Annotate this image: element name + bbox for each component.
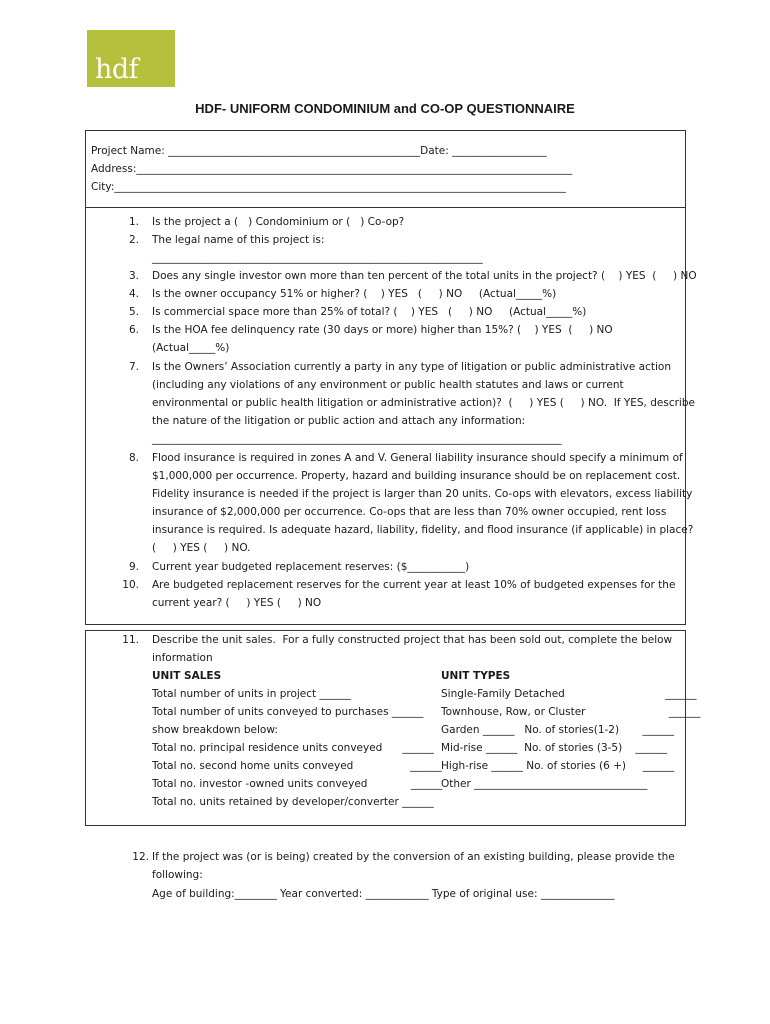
q12-text-line-1: If the project was (or is being) created by the conversion of an existing building, please provide the <box>152 851 675 863</box>
city-line[interactable]: City:______________________________________________________________________________________ <box>91 181 566 193</box>
q7-text-line-4: the nature of the litigation or public action and attach any information: <box>152 415 526 427</box>
unit-types-heading: UNIT TYPES <box>441 670 511 682</box>
unit-sales-heading: UNIT SALES <box>152 670 222 682</box>
q8-text-line-2: $1,000,000 per occurrence. Property, hazard and building insurance should be on replacement cost. <box>152 470 681 482</box>
q8-text-line-6: ( ) YES ( ) NO. <box>152 542 251 554</box>
q10-number: 10. <box>122 579 139 591</box>
q6-text-line-2: (Actual_____%) <box>152 342 230 354</box>
unit-types-row[interactable]: Other _________________________________ <box>441 778 648 790</box>
q5-text: Is commercial space more than 25% of total? ( ) YES ( ) NO (Actual_____%) <box>152 306 587 318</box>
unit-sales-row: show breakdown below: <box>152 724 278 736</box>
q6-number: 6. <box>128 324 139 336</box>
unit-sales-row[interactable]: Total no. investor -owned units conveyed ______ <box>152 778 443 790</box>
q3-number: 3. <box>128 270 139 282</box>
hdf-logo <box>87 30 175 87</box>
unit-sales-row[interactable]: Total no. second home units conveyed ______ <box>152 760 442 772</box>
project-name-date-line[interactable]: Project Name: ________________________________________________Date: __________________ <box>91 145 547 157</box>
q10-text-line-1: Are budgeted replacement reserves for the current year at least 10% of budgeted expenses for the <box>152 579 676 591</box>
q2-number: 2. <box>128 234 139 246</box>
q11-text-line-2: information <box>152 652 213 664</box>
q12-text-line-2: following: <box>152 869 203 881</box>
unit-types-row[interactable]: Mid-rise ______ No. of stories (3-5) ______ <box>441 742 668 754</box>
q8-text-line-5: insurance is required. Is adequate hazard, liability, fidelity, and flood insurance (if applicable) in place? <box>152 524 694 536</box>
address-line[interactable]: Address:___________________________________________________________________________________ <box>91 163 573 175</box>
q5-number: 5. <box>128 306 139 318</box>
q11-number: 11. <box>122 634 139 646</box>
q10-text-line-2: current year? ( ) YES ( ) NO <box>152 597 322 609</box>
q2-answer-line[interactable]: _______________________________________________________________ <box>152 252 483 264</box>
q4-text: Is the owner occupancy 51% or higher? ( ) YES ( ) NO (Actual_____%) <box>152 288 557 300</box>
unit-types-row[interactable]: Single-Family Detached ______ <box>441 688 697 700</box>
q9-number: 9. <box>128 561 139 573</box>
q2-text: The legal name of this project is: <box>152 234 325 246</box>
unit-sales-row[interactable]: Total no. units retained by developer/converter ______ <box>152 796 434 808</box>
q8-number: 8. <box>128 452 139 464</box>
q8-text-line-4: insurance of $2,000,000 per occurrence. Co-ops that are less than 70% owner occupied, rent loss <box>152 506 667 518</box>
q7-text-line-3: environmental or public health litigation or administrative action)? ( ) YES ( ) NO. If YES, describe <box>152 397 695 409</box>
unit-types-row[interactable]: Townhouse, Row, or Cluster ______ <box>441 706 701 718</box>
q8-text-line-1: Flood insurance is required in zones A and V. General liability insurance should specify a minimum of <box>152 452 683 464</box>
q1-number: 1. <box>128 216 139 228</box>
unit-sales-row[interactable]: Total no. principal residence units conveyed ______ <box>152 742 434 754</box>
q4-number: 4. <box>128 288 139 300</box>
logo-text: hdf <box>95 54 139 85</box>
q8-text-line-3: Fidelity insurance is needed if the project is larger than 20 units. Co-ops with elevators, excess liability <box>152 488 693 500</box>
q7-text-line-2: (including any violations of any environment or public health statutes and laws or current <box>152 379 624 391</box>
unit-sales-row[interactable]: Total number of units conveyed to purchases ______ <box>152 706 424 718</box>
q3-text: Does any single investor own more than ten percent of the total units in the project? ( ) YES ( ) NO <box>152 270 697 282</box>
q12-number: 12. <box>132 851 149 863</box>
q7-text-line-1: Is the Owners’ Association currently a party in any type of litigation or public administrative action <box>152 361 671 373</box>
unit-types-row[interactable]: Garden ______ No. of stories(1-2) ______ <box>441 724 674 736</box>
q11-text-line-1: Describe the unit sales. For a fully constructed project that has been sold out, complete the below <box>152 634 673 646</box>
unit-sales-row[interactable]: Total number of units in project ______ <box>152 688 351 700</box>
q1-text: Is the project a ( ) Condominium or ( ) Co-op? <box>152 216 405 228</box>
q6-text-line-1: Is the HOA fee delinquency rate (30 days or more) higher than 15%? ( ) YES ( ) NO <box>152 324 613 336</box>
q7-answer-line[interactable]: ______________________________________________________________________________ <box>152 433 562 445</box>
q12-building-fields[interactable]: Age of building:________ Year converted: ____________ Type of original use: ______________ <box>152 888 615 900</box>
unit-types-row[interactable]: High-rise ______ No. of stories (6 +) ______ <box>441 760 675 772</box>
q9-text: Current year budgeted replacement reserves: ($___________) <box>152 561 470 573</box>
page-title: HDF- UNIFORM CONDOMINIUM and CO-OP QUESTIONNAIRE <box>195 101 575 116</box>
q7-number: 7. <box>128 361 139 373</box>
